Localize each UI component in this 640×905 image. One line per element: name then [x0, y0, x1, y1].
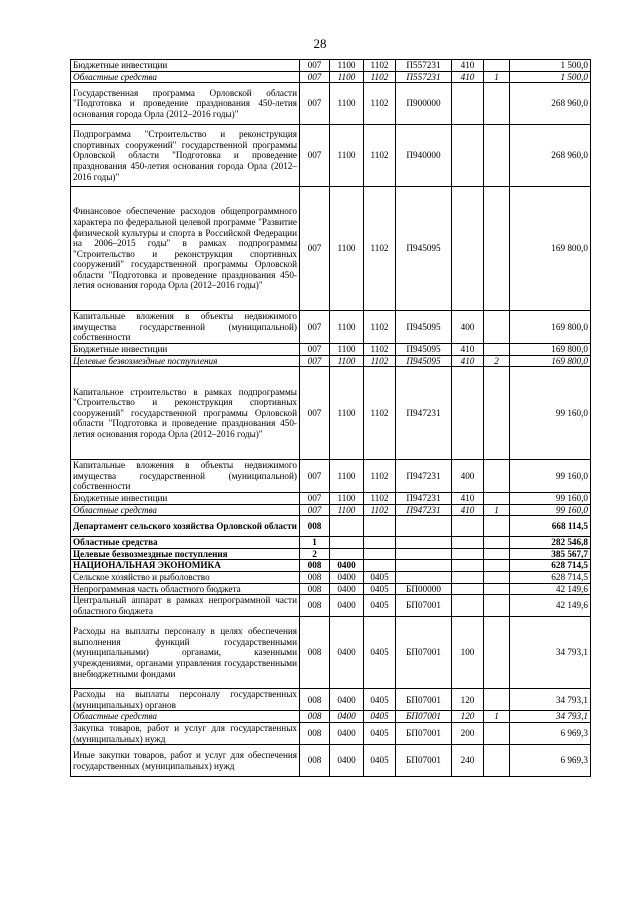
row-subsection-code: 1102: [364, 355, 396, 367]
row-funding-source: [484, 560, 510, 572]
row-amount: 385 567,7: [510, 548, 591, 560]
table-row: [71, 537, 591, 549]
row-amount: 628 714,5: [510, 560, 591, 572]
row-section-code: 1100: [330, 71, 364, 83]
row-expense-type: 400: [452, 311, 484, 344]
row-amount: 169 800,0: [510, 187, 591, 311]
row-target-article: П947231: [396, 460, 452, 493]
row-name: Бюджетные инвестиции: [71, 492, 300, 504]
row-name: Областные средства: [71, 537, 300, 549]
row-funding-source: [484, 125, 510, 187]
row-amount: 34 793,1: [510, 617, 591, 689]
row-target-article: П945095: [396, 187, 452, 311]
row-department-code: 008: [300, 617, 330, 689]
row-subsection-code: 0405: [364, 723, 396, 745]
row-subsection-code: 1102: [364, 367, 396, 460]
row-target-article: БП07001: [396, 617, 452, 689]
row-target-article: БП07001: [396, 723, 452, 745]
row-amount: 6 969,3: [510, 723, 591, 745]
row-name: Областные средства: [71, 711, 300, 723]
row-funding-source: [484, 460, 510, 493]
row-subsection-code: 1102: [364, 125, 396, 187]
row-funding-source: 1: [484, 71, 510, 83]
row-section-code: 0400: [330, 617, 364, 689]
row-expense-type: 120: [452, 689, 484, 711]
row-department-code: 007: [300, 71, 330, 83]
row-amount: 668 114,5: [510, 516, 591, 537]
row-expense-type: [452, 125, 484, 187]
row-section-code: 0400: [330, 560, 364, 572]
row-section-code: 1100: [330, 492, 364, 504]
row-amount: 268 960,0: [510, 125, 591, 187]
row-department-code: 007: [300, 187, 330, 311]
row-target-article: БП07001: [396, 689, 452, 711]
row-amount: 268 960,0: [510, 83, 591, 125]
row-department-code: 007: [300, 125, 330, 187]
table-row: [71, 343, 591, 355]
row-target-article: П557231: [396, 60, 452, 72]
row-expense-type: [452, 548, 484, 560]
row-department-code: 007: [300, 60, 330, 72]
row-expense-type: [452, 367, 484, 460]
row-expense-type: 200: [452, 723, 484, 745]
row-section-code: 0400: [330, 583, 364, 595]
table-row: [71, 516, 591, 537]
row-target-article: П947231: [396, 504, 452, 516]
row-department-code: 008: [300, 516, 330, 537]
row-name: Подпрограмма "Строительство и реконструкция спортивных сооружений" государственной программы Орловской области "Подготовка и проведение празднования 450-летия основания города Орла (2012–2016 годы)": [71, 125, 300, 187]
row-expense-type: 400: [452, 460, 484, 493]
row-department-code: 007: [300, 343, 330, 355]
row-section-code: 1100: [330, 343, 364, 355]
table-row: [71, 595, 591, 617]
row-name: Бюджетные инвестиции: [71, 343, 300, 355]
table-row: [71, 745, 591, 777]
row-target-article: П940000: [396, 125, 452, 187]
row-name: Бюджетные инвестиции: [71, 60, 300, 72]
row-target-article: [396, 548, 452, 560]
row-funding-source: [484, 343, 510, 355]
table-row: [71, 71, 591, 83]
row-funding-source: 2: [484, 355, 510, 367]
row-name: Закупка товаров, работ и услуг для государственных (муниципальных) нужд: [71, 723, 300, 745]
table-row: [71, 617, 591, 689]
row-section-code: 0400: [330, 745, 364, 777]
row-section-code: 1100: [330, 311, 364, 344]
budget-table: [70, 59, 591, 777]
row-expense-type: [452, 537, 484, 549]
row-funding-source: [484, 723, 510, 745]
row-subsection-code: [364, 548, 396, 560]
row-name: Капитальные вложения в объекты недвижимого имущества государственной (муниципальной) собственности: [71, 460, 300, 493]
row-department-code: 008: [300, 723, 330, 745]
row-target-article: [396, 516, 452, 537]
row-name: Расходы на выплаты персоналу государственных (муниципальных) органов: [71, 689, 300, 711]
table-row: [71, 504, 591, 516]
row-funding-source: [484, 595, 510, 617]
row-funding-source: [484, 583, 510, 595]
row-name: Областные средства: [71, 504, 300, 516]
table-row: [71, 311, 591, 344]
row-subsection-code: 0405: [364, 745, 396, 777]
row-department-code: 007: [300, 492, 330, 504]
row-department-code: 2: [300, 548, 330, 560]
row-name: Финансовое обеспечение расходов общепрограммного характера по федеральной целевой программе "Развитие физической культуры и спорта в Российской Федерации на 2006–2015 годы" в рамках подпрограммы "Строительство и реконструкция спортивных сооружений" государственной программы Орловской области "Подготовка и проведение празднования 450-летия основания города Орла (2012–2016 годы)": [71, 187, 300, 311]
row-amount: 628 714,5: [510, 571, 591, 583]
row-department-code: 1: [300, 537, 330, 549]
row-amount: 42 149,6: [510, 595, 591, 617]
table-row: [71, 560, 591, 572]
row-name: Целевые безвозмездные поступления: [71, 355, 300, 367]
table-row: [71, 460, 591, 493]
table-row: [71, 83, 591, 125]
row-amount: 99 160,0: [510, 492, 591, 504]
row-department-code: 007: [300, 83, 330, 125]
row-funding-source: [484, 537, 510, 549]
row-funding-source: [484, 548, 510, 560]
row-department-code: 007: [300, 367, 330, 460]
row-subsection-code: 1102: [364, 83, 396, 125]
row-department-code: 007: [300, 460, 330, 493]
row-department-code: 008: [300, 571, 330, 583]
row-department-code: 008: [300, 560, 330, 572]
row-subsection-code: 1102: [364, 492, 396, 504]
row-name: Областные средства: [71, 71, 300, 83]
row-expense-type: 410: [452, 71, 484, 83]
row-subsection-code: 0405: [364, 617, 396, 689]
table-row: [71, 723, 591, 745]
row-amount: 1 500,0: [510, 71, 591, 83]
row-funding-source: 1: [484, 504, 510, 516]
row-section-code: [330, 548, 364, 560]
row-expense-type: 410: [452, 60, 484, 72]
row-name: Непрограммная часть областного бюджета: [71, 583, 300, 595]
row-subsection-code: [364, 516, 396, 537]
row-name: НАЦИОНАЛЬНАЯ ЭКОНОМИКА: [71, 560, 300, 572]
row-expense-type: 240: [452, 745, 484, 777]
row-department-code: 007: [300, 311, 330, 344]
row-funding-source: [484, 571, 510, 583]
table-row: [71, 711, 591, 723]
row-section-code: [330, 537, 364, 549]
table-row: [71, 571, 591, 583]
row-section-code: 0400: [330, 571, 364, 583]
row-expense-type: [452, 187, 484, 311]
row-amount: 34 793,1: [510, 689, 591, 711]
row-subsection-code: [364, 560, 396, 572]
row-target-article: П900000: [396, 83, 452, 125]
row-department-code: 008: [300, 745, 330, 777]
row-expense-type: [452, 583, 484, 595]
row-section-code: 1100: [330, 60, 364, 72]
row-section-code: 1100: [330, 460, 364, 493]
row-amount: 1 500,0: [510, 60, 591, 72]
row-funding-source: [484, 60, 510, 72]
row-subsection-code: 0405: [364, 689, 396, 711]
row-section-code: 1100: [330, 367, 364, 460]
page-number: 28: [313, 36, 327, 51]
row-target-article: [396, 571, 452, 583]
row-target-article: БП07001: [396, 711, 452, 723]
row-amount: 42 149,6: [510, 583, 591, 595]
row-funding-source: [484, 83, 510, 125]
row-amount: 6 969,3: [510, 745, 591, 777]
row-expense-type: 410: [452, 343, 484, 355]
row-target-article: П945095: [396, 355, 452, 367]
row-department-code: 008: [300, 583, 330, 595]
row-target-article: П945095: [396, 343, 452, 355]
row-subsection-code: 1102: [364, 311, 396, 344]
row-section-code: 0400: [330, 595, 364, 617]
table-row: [71, 187, 591, 311]
row-funding-source: [484, 311, 510, 344]
row-section-code: 1100: [330, 125, 364, 187]
row-target-article: [396, 560, 452, 572]
row-name: Департамент сельского хозяйства Орловской области: [71, 516, 300, 537]
row-subsection-code: 1102: [364, 71, 396, 83]
row-subsection-code: 1102: [364, 460, 396, 493]
row-name: Расходы на выплаты персоналу в целях обеспечения выполнения функций государственными (муниципальными) органами, казенными учреждениями, органами управления государственными внебюджетными фондами: [71, 617, 300, 689]
row-amount: 99 160,0: [510, 504, 591, 516]
row-department-code: 007: [300, 504, 330, 516]
row-name: Капитальное строительство в рамках подпрограммы "Строительство и реконструкция спортивных сооружений" государственной программы Орловской области "Подготовка и проведение празднования 450-летия основания города Орла (2012–2016 годы)": [71, 367, 300, 460]
row-subsection-code: [364, 537, 396, 549]
row-name: Центральный аппарат в рамках непрограммной части областного бюджета: [71, 595, 300, 617]
row-expense-type: 100: [452, 617, 484, 689]
row-funding-source: [484, 367, 510, 460]
table-row: [71, 125, 591, 187]
row-expense-type: 120: [452, 711, 484, 723]
row-subsection-code: 0405: [364, 583, 396, 595]
row-name: Сельское хозяйство и рыболовство: [71, 571, 300, 583]
row-subsection-code: 1102: [364, 60, 396, 72]
row-department-code: 007: [300, 355, 330, 367]
row-subsection-code: 0405: [364, 571, 396, 583]
row-subsection-code: 0405: [364, 595, 396, 617]
row-funding-source: [484, 492, 510, 504]
table-row: [71, 60, 591, 72]
row-target-article: БП07001: [396, 745, 452, 777]
row-funding-source: [484, 745, 510, 777]
row-amount: 169 800,0: [510, 343, 591, 355]
row-target-article: БП00000: [396, 583, 452, 595]
table-row: [71, 583, 591, 595]
row-amount: 99 160,0: [510, 367, 591, 460]
row-section-code: [330, 516, 364, 537]
table-row: [71, 367, 591, 460]
row-target-article: [396, 537, 452, 549]
row-expense-type: [452, 560, 484, 572]
row-name: Иные закупки товаров, работ и услуг для обеспечения государственных (муниципальных) нужд: [71, 745, 300, 777]
row-amount: 282 546,8: [510, 537, 591, 549]
row-target-article: П557231: [396, 71, 452, 83]
row-expense-type: 410: [452, 492, 484, 504]
table-row: [71, 548, 591, 560]
row-target-article: П947231: [396, 492, 452, 504]
row-funding-source: [484, 617, 510, 689]
row-funding-source: 1: [484, 711, 510, 723]
row-subsection-code: 1102: [364, 343, 396, 355]
row-section-code: 1100: [330, 504, 364, 516]
row-section-code: 0400: [330, 689, 364, 711]
row-department-code: 008: [300, 711, 330, 723]
row-section-code: 1100: [330, 355, 364, 367]
row-amount: 99 160,0: [510, 460, 591, 493]
table-row: [71, 355, 591, 367]
row-name: Государственная программа Орловской области "Подготовка и проведение празднования 450-летия основания города Орла (2012–2016 годы)": [71, 83, 300, 125]
table-row: [71, 689, 591, 711]
table-row: [71, 492, 591, 504]
row-funding-source: [484, 516, 510, 537]
row-funding-source: [484, 187, 510, 311]
row-name: Капитальные вложения в объекты недвижимого имущества государственной (муниципальной) собственности: [71, 311, 300, 344]
row-expense-type: 410: [452, 355, 484, 367]
row-name: Целевые безвозмездные поступления: [71, 548, 300, 560]
row-subsection-code: 1102: [364, 504, 396, 516]
row-department-code: 008: [300, 595, 330, 617]
row-expense-type: 410: [452, 504, 484, 516]
row-department-code: 008: [300, 689, 330, 711]
row-amount: 169 800,0: [510, 311, 591, 344]
row-expense-type: [452, 595, 484, 617]
row-funding-source: [484, 689, 510, 711]
row-subsection-code: 1102: [364, 187, 396, 311]
row-section-code: 0400: [330, 723, 364, 745]
row-target-article: БП07001: [396, 595, 452, 617]
row-section-code: 1100: [330, 187, 364, 311]
row-target-article: П947231: [396, 367, 452, 460]
row-section-code: 1100: [330, 83, 364, 125]
row-expense-type: [452, 516, 484, 537]
row-target-article: П945095: [396, 311, 452, 344]
row-subsection-code: 0405: [364, 711, 396, 723]
row-expense-type: [452, 83, 484, 125]
row-amount: 34 793,1: [510, 711, 591, 723]
row-expense-type: [452, 571, 484, 583]
row-amount: 169 800,0: [510, 355, 591, 367]
row-section-code: 0400: [330, 711, 364, 723]
